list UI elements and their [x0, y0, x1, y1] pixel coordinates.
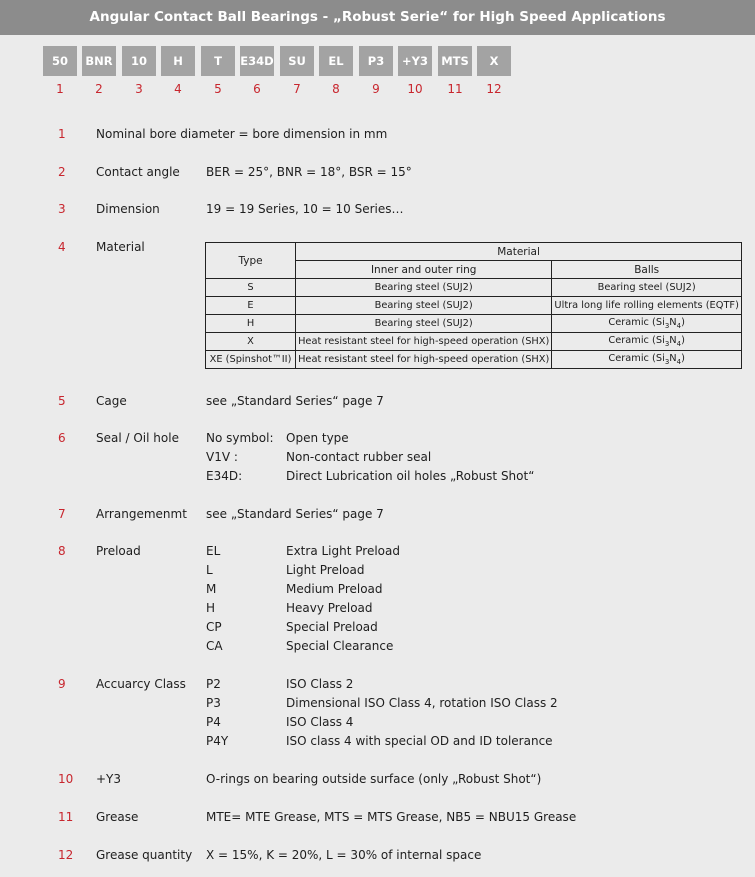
subscript: 4: [676, 357, 682, 366]
option-code: No symbol:: [206, 431, 274, 445]
balls-text: Ceramic (Si: [608, 317, 665, 329]
table-row: [206, 351, 742, 369]
item-number: 5: [58, 394, 66, 408]
code-box-10: +Y3: [398, 46, 432, 76]
option-code: EL: [206, 544, 221, 558]
item-value: O-rings on bearing outside surface (only „Robust Shot“): [206, 772, 542, 786]
option-code: P2: [206, 677, 221, 691]
ring-cell: Bearing steel (SUJ2): [296, 279, 552, 297]
item-label: Contact angle: [96, 165, 180, 179]
balls-cell: [552, 333, 742, 351]
item-value: BER = 25°, BNR = 18°, BSR = 15°: [206, 165, 412, 179]
ring-cell: Heat resistant steel for high-speed operation (SHX): [296, 351, 552, 369]
option-desc: Special Clearance: [286, 639, 394, 653]
type-cell: XE (Spinshot™II): [206, 351, 296, 369]
balls-text: ): [681, 353, 685, 365]
option-code: V1V :: [206, 450, 238, 464]
item-number: 8: [58, 544, 66, 558]
item-value: see „Standard Series“ page 7: [206, 507, 384, 521]
item-number: 3: [58, 202, 66, 216]
item-label: Material: [96, 240, 145, 254]
code-box-12: X: [477, 46, 511, 76]
code-index-11: 11: [447, 82, 463, 96]
type-cell: X: [206, 333, 296, 351]
balls-cell: [552, 315, 742, 333]
subscript: 4: [676, 339, 682, 348]
code-box-7: SU: [280, 46, 314, 76]
item-label: Accuarcy Class: [96, 677, 186, 691]
page-title: Angular Contact Ball Bearings - „Robust Serie“ for High Speed Applications: [0, 0, 755, 35]
balls-text: Ceramic (Si: [608, 353, 665, 365]
table-row: [206, 279, 742, 297]
balls-cell: Bearing steel (SUJ2): [552, 279, 742, 297]
code-box-5: T: [201, 46, 235, 76]
option-code: CA: [206, 639, 223, 653]
item-number: 6: [58, 431, 66, 445]
type-cell: E: [206, 297, 296, 315]
option-desc: Special Preload: [286, 620, 378, 634]
code-index-6: 6: [253, 82, 261, 96]
code-index-12: 12: [486, 82, 502, 96]
item-label: Arrangemenmt: [96, 507, 187, 521]
option-desc: Extra Light Preload: [286, 544, 400, 558]
code-index-1: 1: [56, 82, 64, 96]
subscript: 3: [664, 339, 670, 348]
item-number: 2: [58, 165, 66, 179]
item-value: MTE= MTE Grease, MTS = MTS Grease, NB5 = NBU15 Grease: [206, 810, 577, 824]
item-number: 1: [58, 127, 66, 141]
option-desc: Open type: [286, 431, 349, 445]
material-table: [205, 242, 742, 369]
balls-text: N: [669, 353, 677, 365]
balls-text: ): [681, 317, 685, 329]
code-box-9: P3: [359, 46, 393, 76]
subscript: 3: [664, 321, 670, 330]
item-label: Grease: [96, 810, 139, 824]
item-label: Dimension: [96, 202, 160, 216]
code-index-2: 2: [95, 82, 103, 96]
option-desc: Dimensional ISO Class 4, rotation ISO Class 2: [286, 696, 558, 710]
code-index-9: 9: [372, 82, 380, 96]
type-header: Type: [206, 243, 296, 279]
type-cell: H: [206, 315, 296, 333]
item-value: 19 = 19 Series, 10 = 10 Series…: [206, 202, 404, 216]
option-code: H: [206, 601, 216, 615]
item-number: 11: [58, 810, 74, 824]
item-number: 7: [58, 507, 66, 521]
item-number: 9: [58, 677, 66, 691]
option-desc: ISO Class 2: [286, 677, 354, 691]
code-box-4: H: [161, 46, 195, 76]
option-code: L: [206, 563, 213, 577]
option-code: P4Y: [206, 734, 229, 748]
code-box-11: MTS: [438, 46, 472, 76]
table-row: [206, 333, 742, 351]
balls-text: N: [669, 335, 677, 347]
item-label: Seal / Oil hole: [96, 431, 179, 445]
table-row: [206, 315, 742, 333]
option-code: E34D:: [206, 469, 243, 483]
subscript: 4: [676, 321, 682, 330]
item-number: 12: [58, 848, 74, 862]
option-desc: Light Preload: [286, 563, 365, 577]
item-label: Preload: [96, 544, 141, 558]
ring-cell: Bearing steel (SUJ2): [296, 297, 552, 315]
code-box-8: EL: [319, 46, 353, 76]
option-desc: Direct Lubrication oil holes „Robust Shot“: [286, 469, 535, 483]
code-box-3: 10: [122, 46, 156, 76]
code-index-10: 10: [407, 82, 423, 96]
item-value: see „Standard Series“ page 7: [206, 394, 384, 408]
option-desc: Non-contact rubber seal: [286, 450, 432, 464]
code-box-6: E34D: [240, 46, 274, 76]
code-index-4: 4: [174, 82, 182, 96]
option-code: P3: [206, 696, 221, 710]
balls-text: ): [681, 335, 685, 347]
option-desc: ISO class 4 with special OD and ID tolerance: [286, 734, 553, 748]
item-label: Nominal bore diameter = bore dimension in mm: [96, 127, 388, 141]
code-box-1: 50: [43, 46, 77, 76]
ring-cell: Heat resistant steel for high-speed operation (SHX): [296, 333, 552, 351]
option-code: P4: [206, 715, 221, 729]
subscript: 3: [664, 357, 670, 366]
type-cell: S: [206, 279, 296, 297]
balls-text: N: [669, 317, 677, 329]
option-code: M: [206, 582, 217, 596]
option-desc: ISO Class 4: [286, 715, 354, 729]
code-index-3: 3: [135, 82, 143, 96]
item-number: 4: [58, 240, 66, 254]
option-code: CP: [206, 620, 222, 634]
material-header: Material: [296, 243, 742, 261]
code-box-2: BNR: [82, 46, 116, 76]
item-number: 10: [58, 772, 74, 786]
code-index-5: 5: [214, 82, 222, 96]
table-row: [206, 297, 742, 315]
item-value: X = 15%, K = 20%, L = 30% of internal space: [206, 848, 482, 862]
inner-outer-header: Inner and outer ring: [296, 261, 552, 279]
balls-cell: [552, 351, 742, 369]
balls-cell: Ultra long life rolling elements (EQTF): [552, 297, 742, 315]
balls-header: Balls: [552, 261, 742, 279]
code-index-8: 8: [332, 82, 340, 96]
option-desc: Heavy Preload: [286, 601, 373, 615]
item-label: +Y3: [96, 772, 122, 786]
item-label: Cage: [96, 394, 127, 408]
option-desc: Medium Preload: [286, 582, 383, 596]
ring-cell: Bearing steel (SUJ2): [296, 315, 552, 333]
item-label: Grease quantity: [96, 848, 193, 862]
code-index-7: 7: [293, 82, 301, 96]
balls-text: Ceramic (Si: [608, 335, 665, 347]
